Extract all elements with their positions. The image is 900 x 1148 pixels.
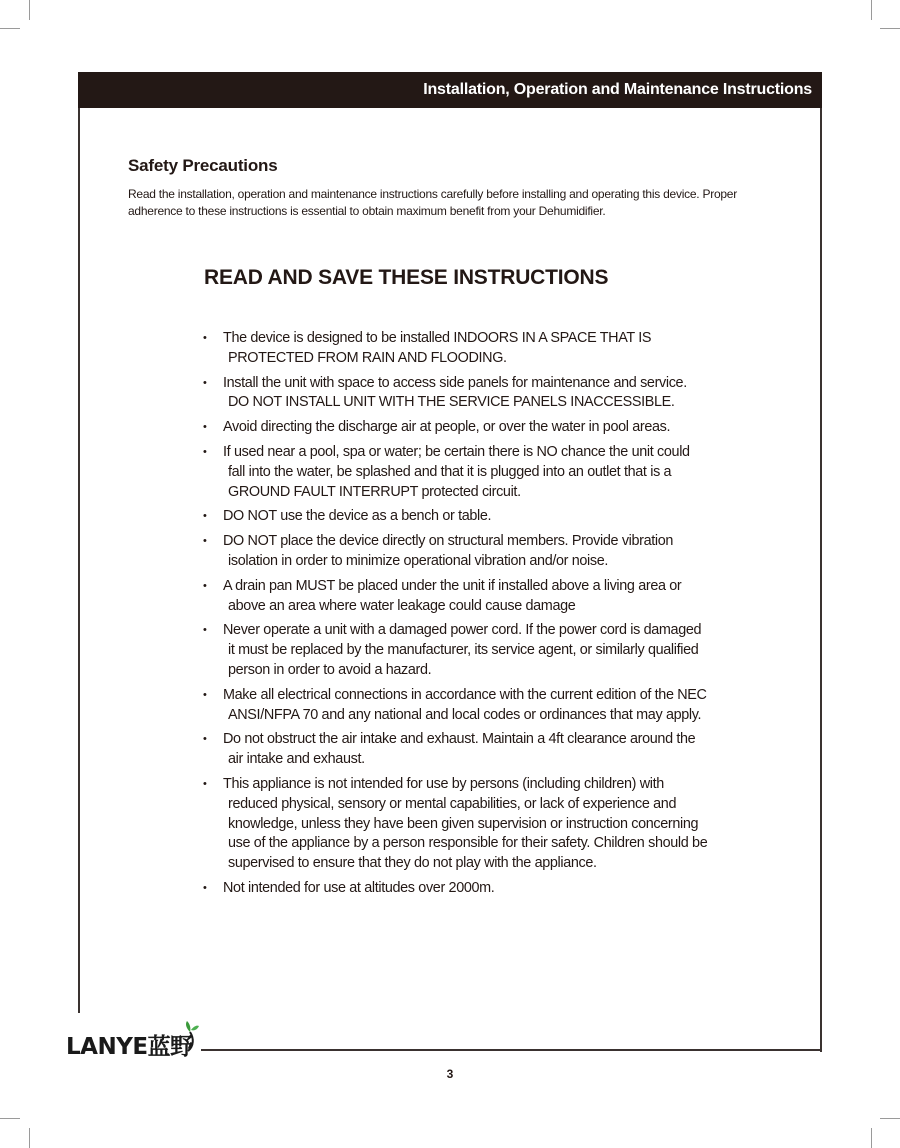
list-item-text: The device is designed to be installed INDOORS IN A SPACE THAT IS PROTECTED FROM RAIN AND FLOODING.	[223, 330, 652, 366]
list-item	[200, 577, 710, 617]
leaf-sprout-icon	[182, 1018, 200, 1052]
bullet-icon: •	[203, 881, 207, 894]
list-item-text: DO NOT use the device as a bench or table.	[223, 508, 492, 525]
page-frame-left-border	[78, 72, 80, 1013]
crop-mark-bottom-right-h	[880, 1118, 900, 1119]
bullet-icon: •	[203, 733, 207, 746]
list-item	[200, 532, 710, 572]
list-item	[200, 879, 710, 899]
list-item	[200, 730, 710, 770]
header-title: Installation, Operation and Maintenance Instructions	[423, 81, 812, 98]
page-number: 3	[446, 1067, 454, 1081]
list-item	[200, 374, 710, 414]
crop-mark-bottom-left-v	[29, 1128, 30, 1148]
list-item-text: Never operate a unit with a damaged power cord. If the power cord is damaged it must be replaced by the manufacturer, its service agent, or similarly qualified person in order to avoid a hazard.	[223, 622, 702, 678]
brand-logo	[66, 1018, 200, 1060]
crop-mark-bottom-right-v	[871, 1128, 872, 1148]
list-item-text: Make all electrical connections in accordance with the current edition of the NEC ANSI/NFPA 70 and any national and local codes or ordinances that may apply.	[223, 686, 707, 723]
page-frame-right-border	[820, 72, 822, 1052]
list-item-text: Not intended for use at altitudes over 2000m.	[223, 879, 495, 896]
list-item	[200, 686, 710, 726]
crop-mark-top-right-h	[880, 28, 900, 29]
intro-paragraph: Read the installation, operation and maintenance instructions carefully before installing and operating this device. Proper adherence to these instructions is essential to obtain maximum benefit from your Dehumidifier.	[128, 187, 737, 218]
bullet-icon: •	[203, 624, 207, 637]
list-item-text: A drain pan MUST be placed under the unit if installed above a living area or above an area where water leakage could cause damage	[223, 577, 682, 614]
crop-mark-top-right-v	[871, 0, 872, 20]
crop-mark-bottom-left-h	[0, 1118, 20, 1119]
bullet-icon: •	[203, 421, 207, 434]
page-frame-bottom-border	[201, 1049, 822, 1051]
bullet-icon: •	[203, 445, 207, 458]
list-item-text: DO NOT place the device directly on structural members. Provide vibration isolation in order to minimize operational vibration and/or noise.	[223, 533, 674, 569]
list-item	[200, 418, 710, 438]
list-item-text: Do not obstruct the air intake and exhaust. Maintain a 4ft clearance around the air intake and exhaust.	[223, 731, 696, 768]
bullet-icon: •	[203, 777, 207, 790]
list-item	[200, 443, 710, 502]
crop-mark-top-left-v	[29, 0, 30, 20]
bullet-icon: •	[203, 688, 207, 701]
list-item-text: Avoid directing the discharge air at people, or over the water in pool areas.	[223, 419, 671, 436]
list-item-text: This appliance is not intended for use by persons (including children) with reduced physical, sensory or mental capabilities, or lack of experience and knowledge, unless they have been given supervision or instruction concerning use of the appliance by a person responsible for their safety. Children should be supervised to ensure that they do not play with the appliance.	[223, 775, 708, 872]
safety-bullet-list	[200, 329, 710, 904]
list-item	[200, 775, 710, 874]
list-item	[200, 507, 710, 527]
bullet-icon: •	[203, 579, 207, 592]
bullet-icon: •	[203, 332, 207, 344]
list-item-text: Install the unit with space to access side panels for maintenance and service. DO NOT INSTALL UNIT WITH THE SERVICE PANELS INACCESSIBLE.	[223, 374, 687, 411]
list-item-text: If used near a pool, spa or water; be certain there is NO chance the unit could fall into the water, be splashed and that it is plugged into an outlet that is a GROUND FAULT INTERRUPT protected circuit.	[223, 443, 690, 500]
list-item	[200, 329, 710, 369]
list-item	[200, 621, 710, 680]
main-heading: READ AND SAVE THESE INSTRUCTIONS	[204, 266, 609, 289]
bullet-icon: •	[203, 376, 207, 389]
logo-text: LANYE蓝野	[66, 1034, 193, 1060]
header-bar	[78, 72, 822, 108]
section-title: Safety Precautions	[128, 156, 278, 175]
bullet-icon: •	[203, 535, 207, 548]
bullet-icon: •	[203, 510, 207, 523]
crop-mark-top-left-h	[0, 28, 20, 29]
